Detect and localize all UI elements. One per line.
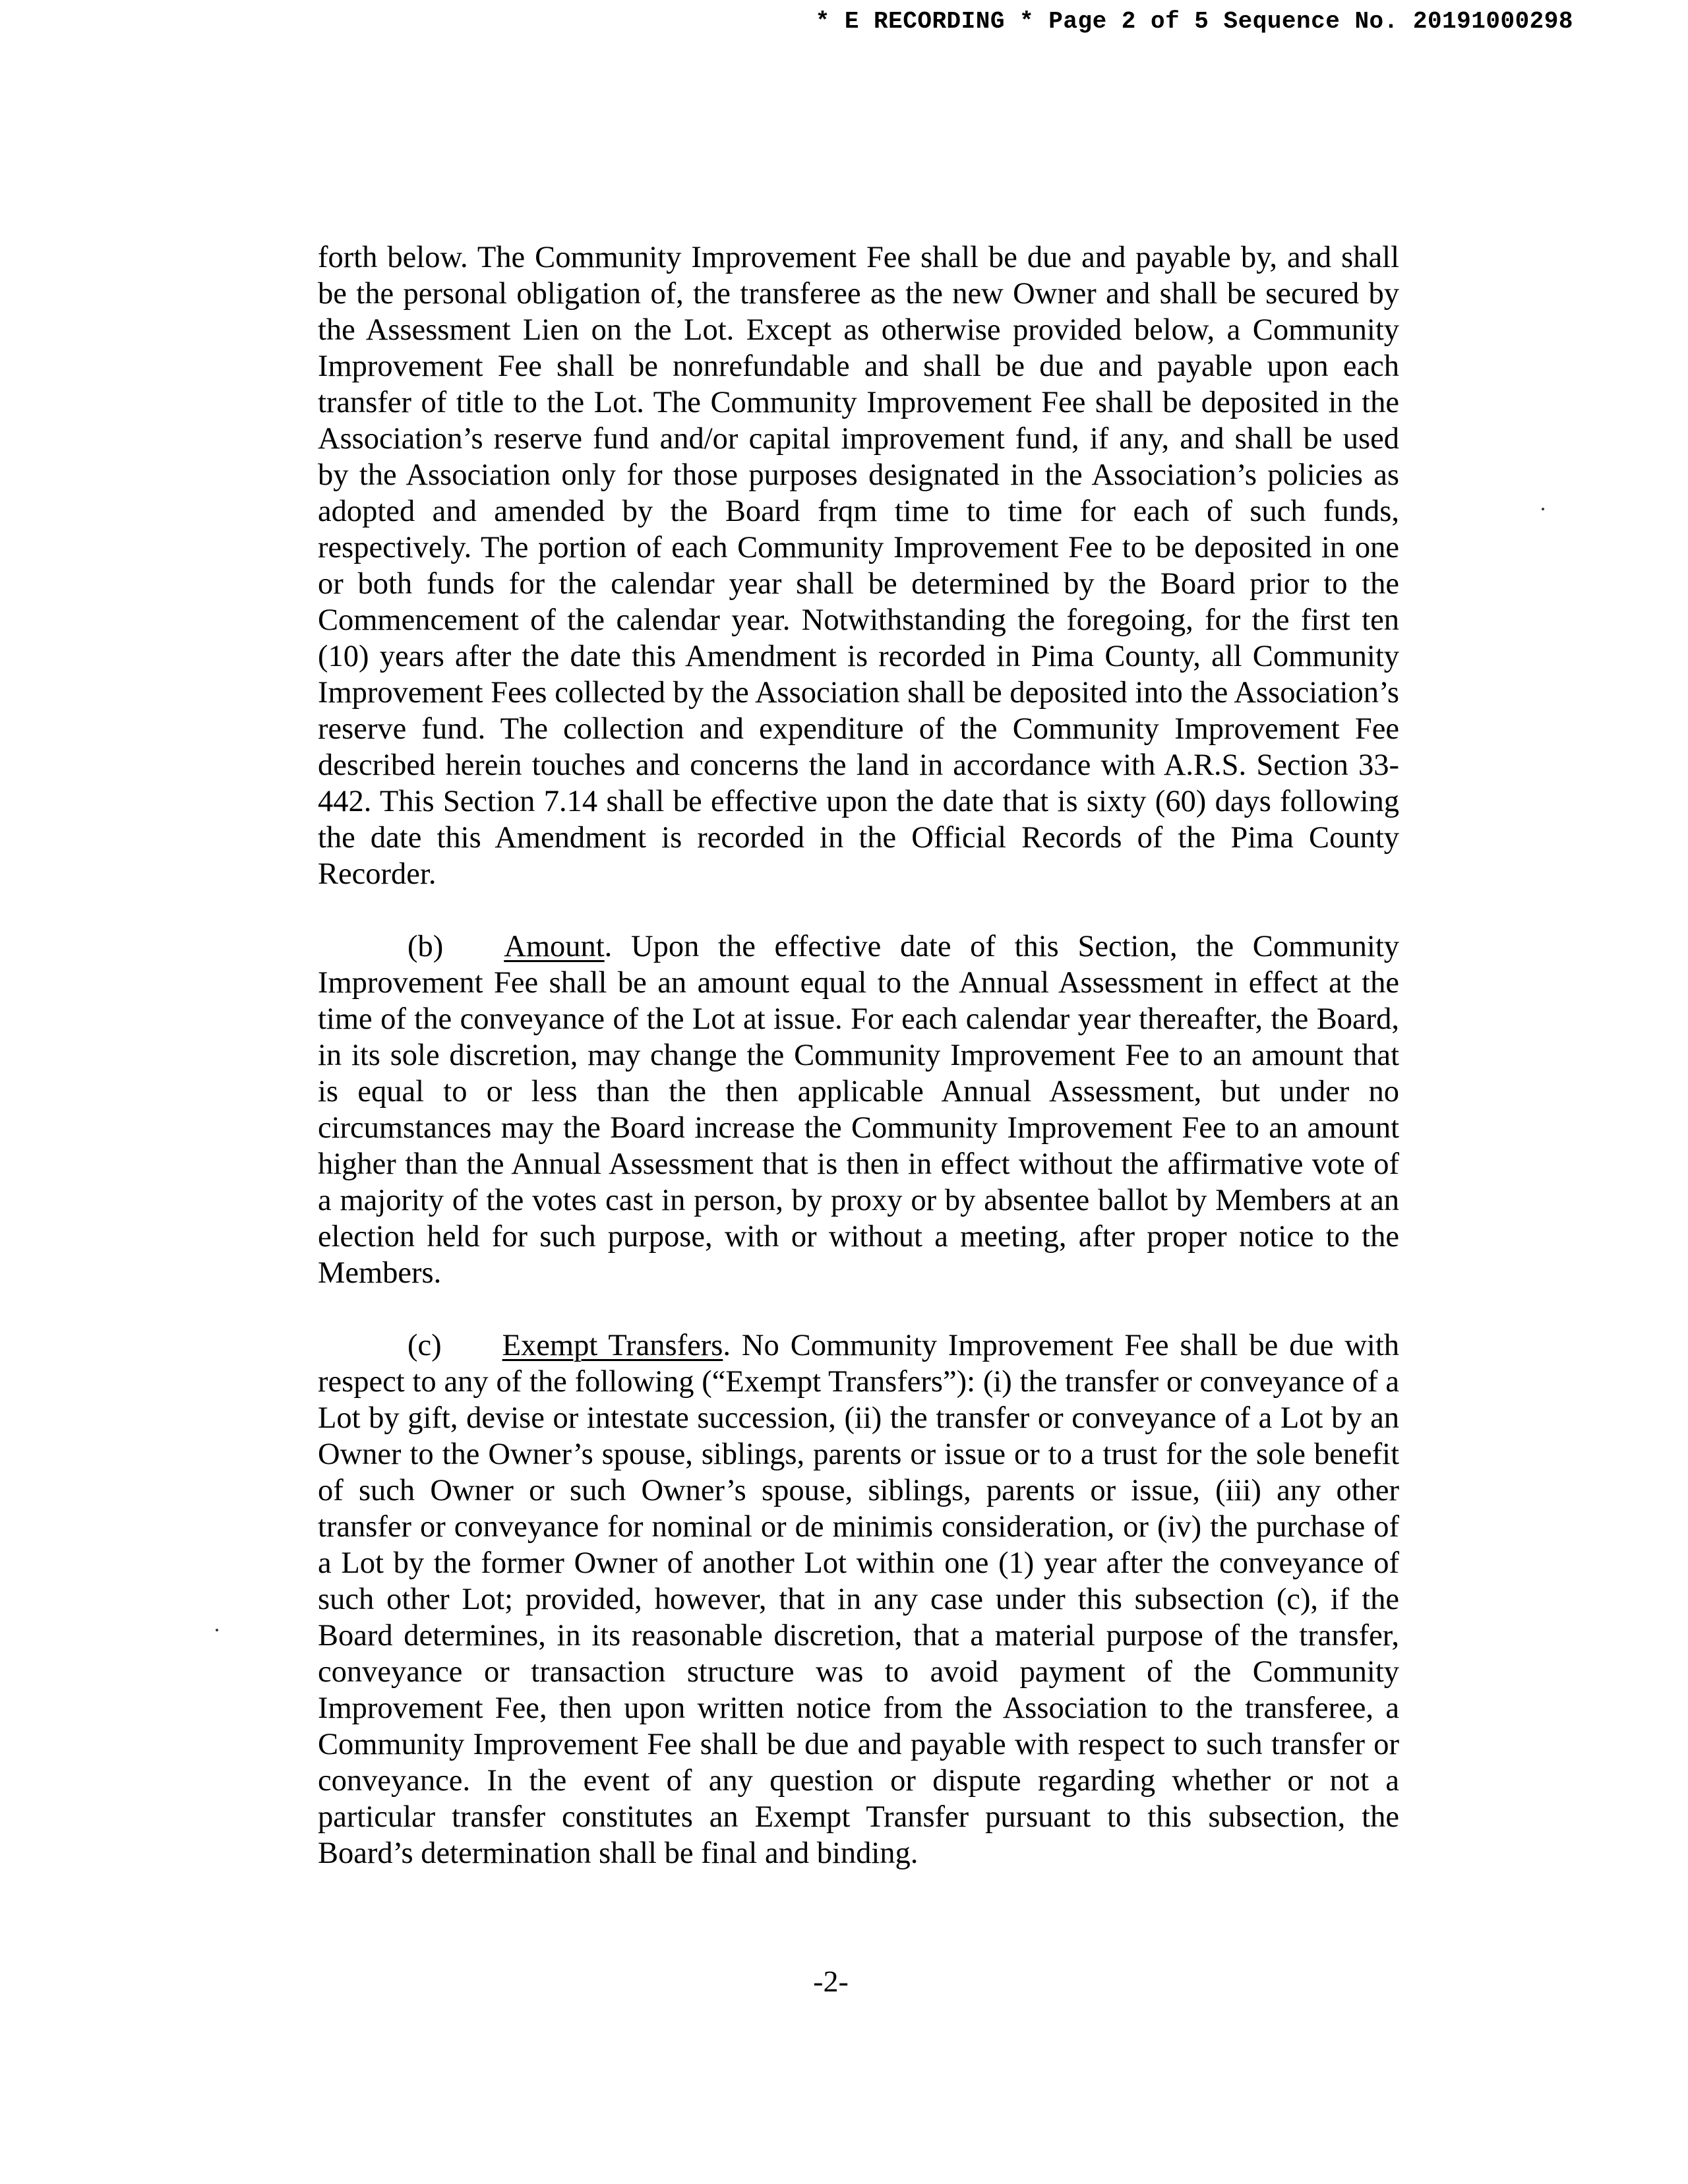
subsection-text-b: . Upon the effective date of this Section, the Community Improvement Fee shall be an amount equal to the Annual Assessment in effect at the time of the conveyance of the Lot at issue. For each calendar year thereafter, the Board, in its sole discretion, may change the Community Improvement Fee to an amount that is equal to or less than the then applicable Annual Assessment, but under no circumstances may the Board increase the Community Improvement Fee to an amount higher than the Annual Assessment that is then in effect without the affirmative vote of a majority of the votes cast in person, by proxy or by absentee ballot by Members at an election held for such purpose, with or without a meeting, after proper notice to the Members. [318,930,1399,1290]
scan-speck [216,1629,218,1631]
subsection-heading-exempt-transfers: Exempt Transfers [502,1329,723,1362]
paragraph-c-exempt-transfers [318,1327,1399,1871]
subsection-text-c: . No Community Improvement Fee shall be due with respect to any of the following (“Exempt Transfers”): (i) the transfer or conveyance of a Lot by gift, devise or intestate succession, (ii) the transfer or conveyance of a Lot by an Owner to the Owner’s spouse, siblings, parents or issue or to a trust for the sole benefit of such Owner or such Owner’s spouse, siblings, parents or issue, (iii) any other transfer or conveyance for nominal or de minimis consideration, or (iv) the purchase of a Lot by the former Owner of another Lot within one (1) year after the conveyance of such other Lot; provided, however, that in any case under this subsection (c), if the Board determines, in its reasonable discretion, that a material purpose of the transfer, conveyance or transaction structure was to avoid payment of the Community Improvement Fee, then upon written notice from the Association to the transferee, a Community Improvement Fee shall be due and payable with respect to such transfer or conveyance. In the event of any question or dispute regarding whether or not a particular transfer constitutes an Exempt Transfer pursuant to this subsection, the Board’s determination shall be final and binding. [318,1329,1399,1870]
scan-speck [1542,508,1544,510]
page-number: -2- [813,1964,849,1998]
recording-header: * E RECORDING * Page 2 of 5 Sequence No. 20191000298 [815,8,1573,35]
paragraph-b-amount [318,928,1399,1291]
subsection-label-c: (c) [407,1329,442,1362]
paragraph-intro: forth below. The Community Improvement Fee shall be due and payable by, and shall be the personal obligation of, the transferee as the new Owner and shall be secured by the Assessment Lien on the Lot. Except as otherwise provided below, a Community Improvement Fee shall be nonrefundable and shall be due and payable upon each transfer of title to the Lot. The Community Improvement Fee shall be deposited in the Association’s reserve fund and/or capital improvement fund, if any, and shall be used by the Association only for those purposes designated in the Association’s policies as adopted and amended by the Board frqm time to time for each of such funds, respectively. The portion of each Community Improvement Fee to be deposited in one or both funds for the calendar year shall be determined by the Board prior to the Commencement of the calendar year. Notwithstanding the foregoing, for the first ten (10) years after the date this Amendment is recorded in Pima County, all Community Improvement Fees collected by the Association shall be deposited into the Association’s reserve fund. The collection and expenditure of the Community Improvement Fee described herein touches and concerns the land in accordance with A.R.S. Section 33-442. This Section 7.14 shall be effective upon the date that is sixty (60) days following the date this Amendment is recorded in the Official Records of the Pima County Recorder. [318,241,1399,891]
subsection-heading-amount: Amount [504,930,605,963]
subsection-label-b: (b) [407,930,444,963]
